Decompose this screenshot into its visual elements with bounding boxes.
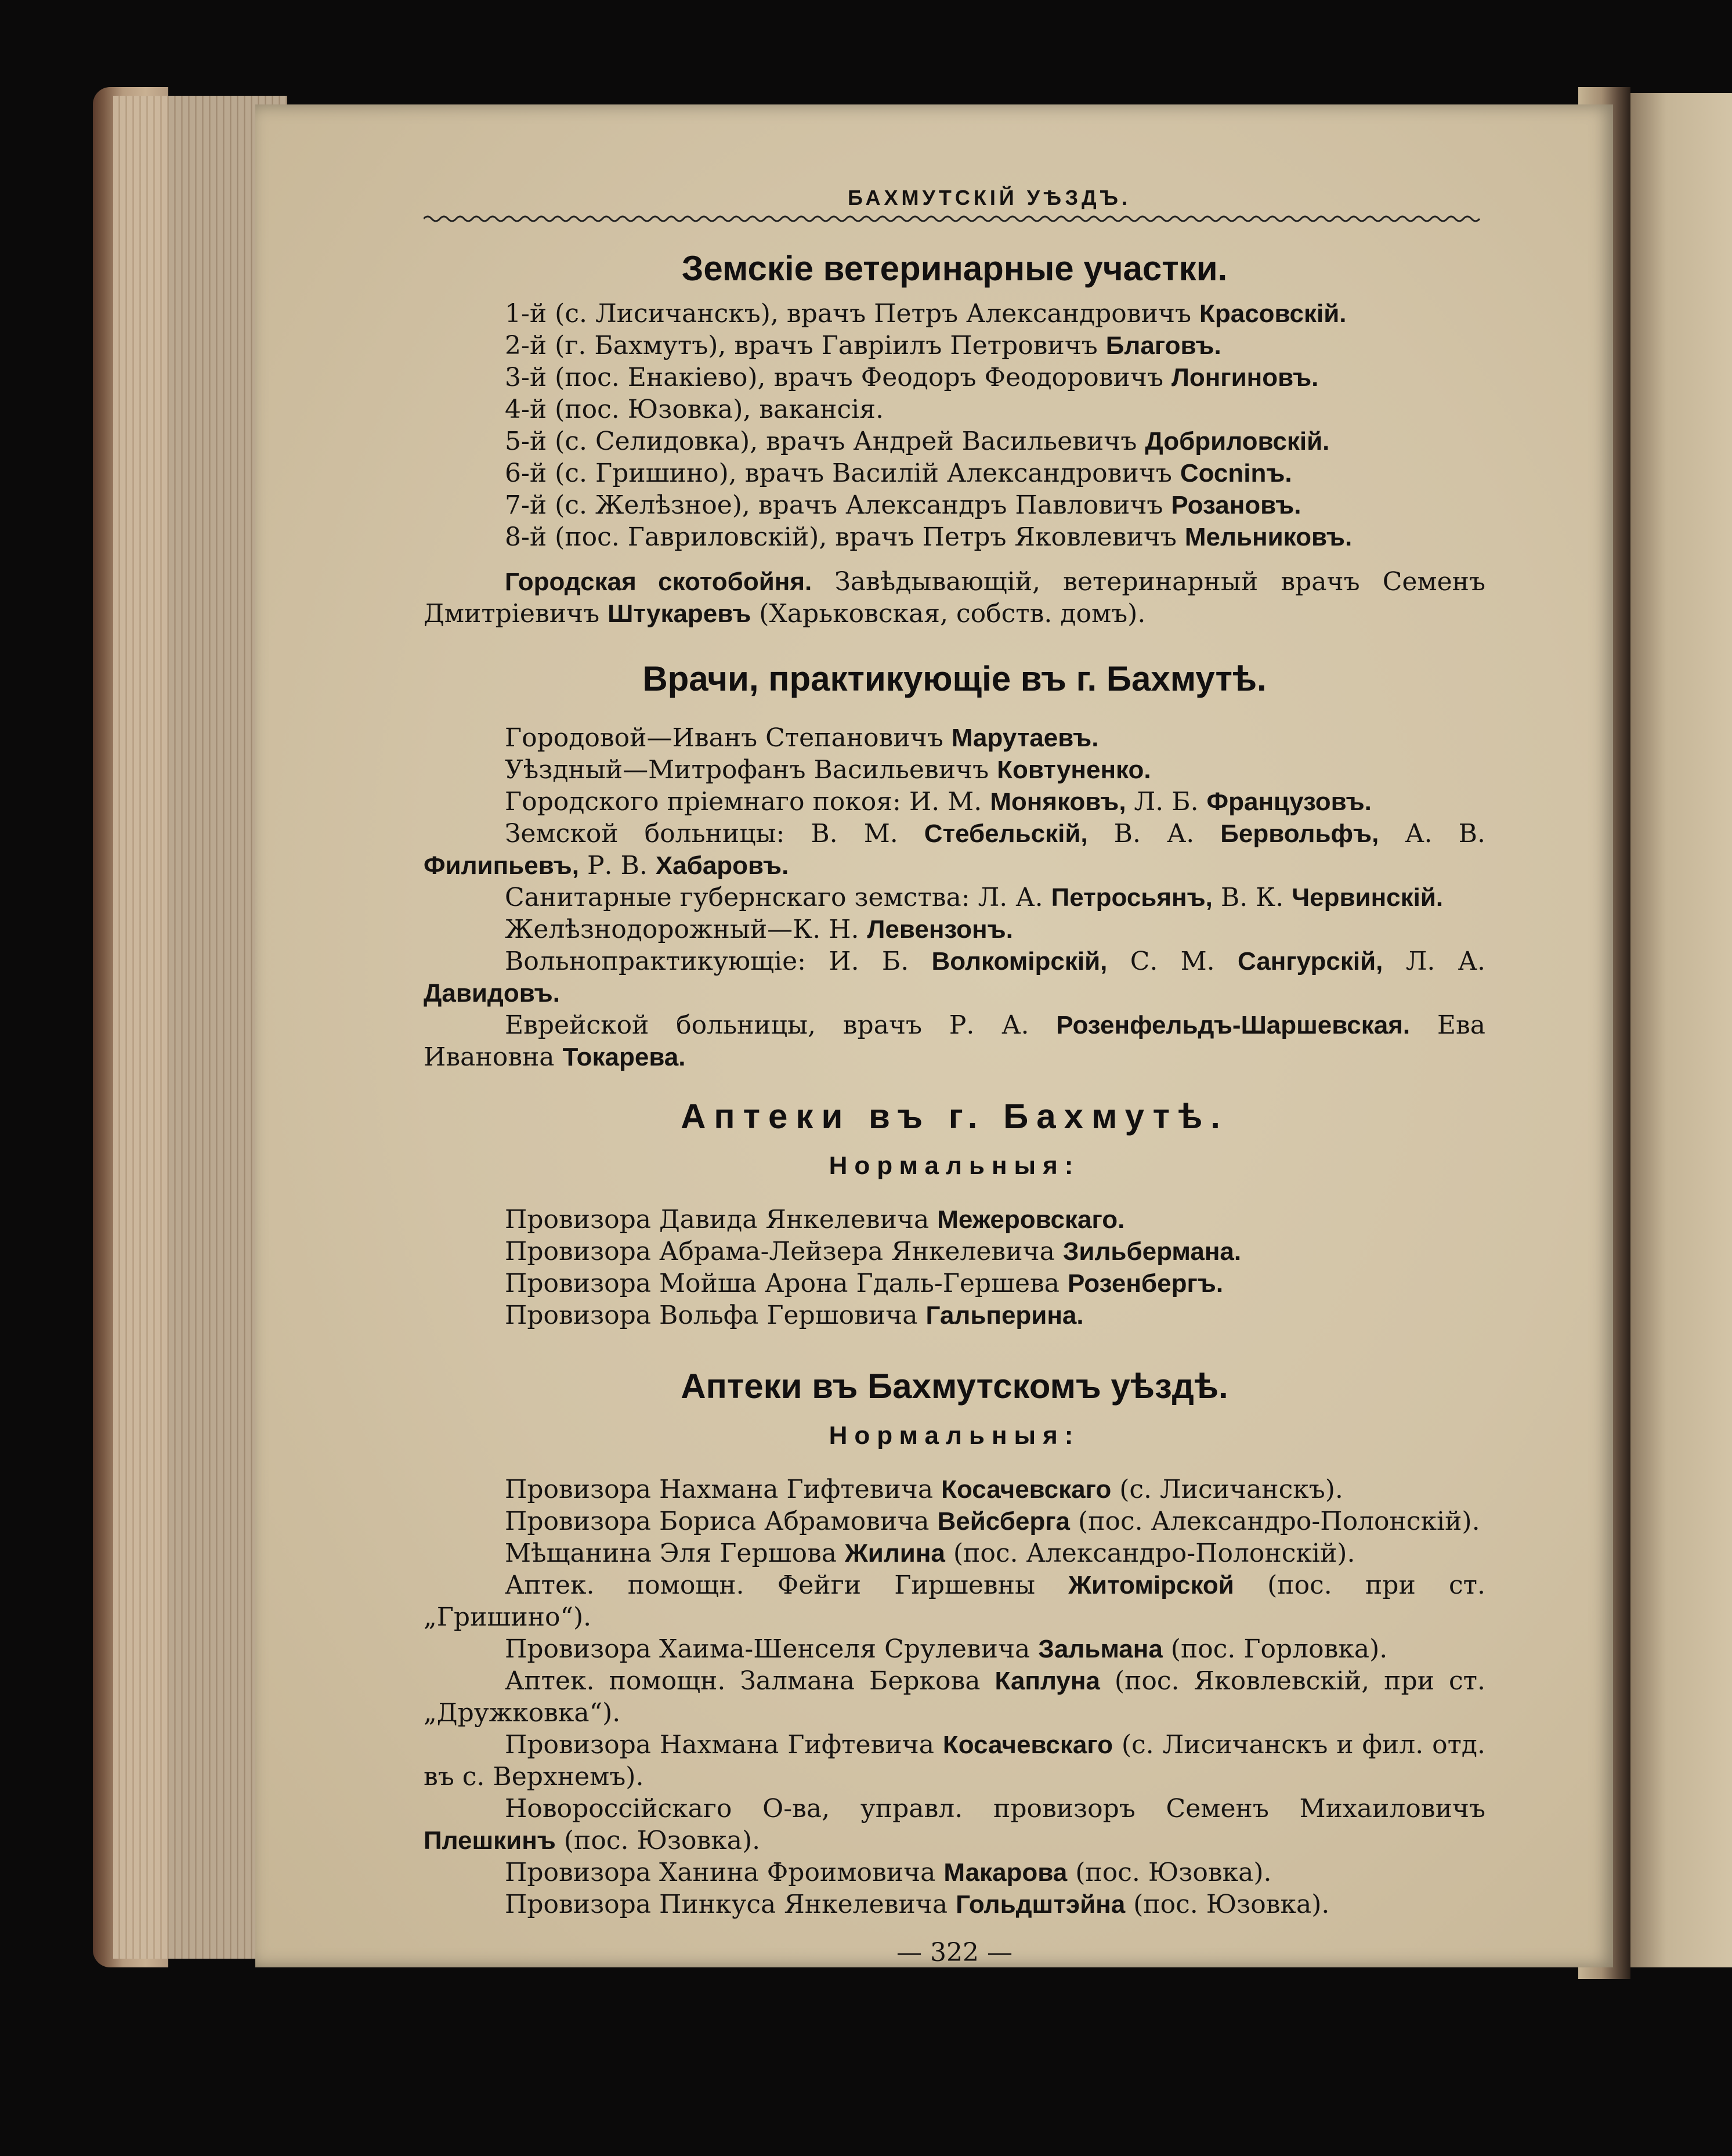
- city-pharmacies-list: [424, 1204, 1485, 1331]
- list-item: Провизора Абрама-Лейзера Янкелевича Зильбермана.: [505, 1237, 1242, 1266]
- slaughterhouse-paragraph: Городская скотобойня. Завѣдывающій, ветеринарный врачъ Семенъ Дмитріевичъ Штукаревъ (Харьковская, собств. домъ).: [424, 567, 1485, 629]
- list-item: Провизора Пинкуса Янкелевича Гольдштэйна (пос. Юзовка).: [505, 1890, 1330, 1919]
- list-item: Желѣзнодорожный—К. Н. Левензонъ.: [505, 915, 1013, 944]
- list-item: Провизора Мойша Арона Гдаль-Гершева Розенбергъ.: [505, 1269, 1224, 1298]
- list-item: Городовой—Иванъ Степановичъ Марутаевъ.: [505, 723, 1099, 753]
- list-item: 3-й (пос. Енакіево), врачъ Феодоръ Феодоровичъ Лонгиновъ.: [505, 363, 1319, 392]
- list-item: Провизора Ханина Фроимовича Макарова (пос. Юзовка).: [505, 1858, 1272, 1887]
- list-item: Провизора Бориса Абрамовича Вейсберга (пос. Александро-Полонскій).: [505, 1507, 1480, 1536]
- list-item: Уѣздный—Митрофанъ Васильевичъ Ковтуненко.: [505, 755, 1151, 785]
- list-item: Новороссійскаго О-ва, управл. провизоръ Семенъ Михаиловичъ Плешкинъ (пос. Юзовка).: [424, 1794, 1485, 1855]
- city-pharmacies-title: Аптеки въ г. Бахмутѣ.: [681, 1097, 1228, 1136]
- city-pharmacies-subtitle: Нормальныя:: [829, 1151, 1080, 1180]
- vet-title: Земскіе ветеринарные участки.: [681, 249, 1228, 288]
- uezd-pharmacies-title: Аптеки въ Бахмутскомъ уѣздѣ.: [681, 1367, 1228, 1406]
- list-item: Еврейской больницы, врачъ Р. А. Розенфельдъ-Шаршевская. Ева Ивановна Токарева.: [424, 1010, 1485, 1072]
- list-item: 6-й (с. Гришино), врачъ Василій Александровичъ Сосninъ.: [505, 458, 1292, 488]
- doctors-title: Врачи, практикующіе въ г. Бахмутѣ.: [642, 659, 1267, 698]
- page-content: [424, 186, 1485, 1967]
- facing-page: [1630, 93, 1732, 1967]
- wavy-rule: [424, 212, 1485, 225]
- list-item: Провизора Нахмана Гифтевича Косачевскаго (с. Лисичанскъ и фил. отд. въ с. Верхнемъ).: [424, 1730, 1485, 1792]
- list-item: Провизора Хаима-Шенселя Срулевича Зальмана (пос. Горловка).: [505, 1634, 1388, 1664]
- doctors-list: [424, 722, 1485, 1073]
- list-item: Санитарные губернскаго земства: Л. А. Петросьянъ, В. К. Червинскій.: [505, 883, 1444, 912]
- list-item: Провизора Вольфа Гершовича Гальперина.: [505, 1301, 1084, 1330]
- list-item: Городского пріемнаго покоя: И. М. Моняковъ, Л. Б. Французовъ.: [505, 787, 1372, 817]
- list-item: Провизора Давида Янкелевича Межеровскаго.: [505, 1205, 1125, 1234]
- list-item: 2-й (г. Бахмутъ), врачъ Гавріилъ Петровичъ Благовъ.: [505, 331, 1221, 360]
- uezd-pharmacies-list: [424, 1474, 1485, 1920]
- list-item: Аптек. помощн. Залмана Беркова Каплуна (пос. Яковлевскій, при ст. „Дружковка“).: [424, 1666, 1485, 1728]
- vet-list: [424, 298, 1485, 553]
- list-item: Мѣщанина Эля Гершова Жилина (пос. Александро-Полонскій).: [505, 1539, 1355, 1568]
- list-item: 1-й (с. Лисичанскъ), врачъ Петръ Александровичъ Красовскій.: [505, 299, 1347, 328]
- list-item: Провизора Нахмана Гифтевича Косачевскаго (с. Лисичанскъ).: [505, 1475, 1343, 1504]
- list-item: 4-й (пос. Юзовка), вакансія.: [505, 395, 884, 424]
- list-item: Вольнопрактикующіе: И. Б. Волкомірскій, С. М. Сангурскій, Л. А. Давидовъ.: [424, 947, 1485, 1007]
- page-number: — 322 —: [896, 1938, 1013, 1967]
- uezd-pharmacies-subtitle: Нормальныя:: [829, 1421, 1080, 1450]
- list-item: Аптек. помощн. Фейги Гиршевны Житомірской (пос. при ст. „Гришино“).: [424, 1570, 1485, 1632]
- list-item: 8-й (пос. Гавриловскій), врачъ Петръ Яковлевичъ Мельниковъ.: [505, 522, 1353, 552]
- list-item: Земской больницы: В. М. Стебельскій, В. А. Бервольфъ, А. В. Филипьевъ, Р. В. Хабаровъ.: [424, 819, 1485, 880]
- list-item: 7-й (с. Желѣзное), врачъ Александръ Павловичъ Розановъ.: [505, 490, 1301, 520]
- list-item: 5-й (с. Селидовка), врачъ Андрей Васильевичъ Добриловскій.: [505, 427, 1330, 456]
- running-head: БАХМУТСКІЙ УѢЗДЪ.: [848, 186, 1131, 210]
